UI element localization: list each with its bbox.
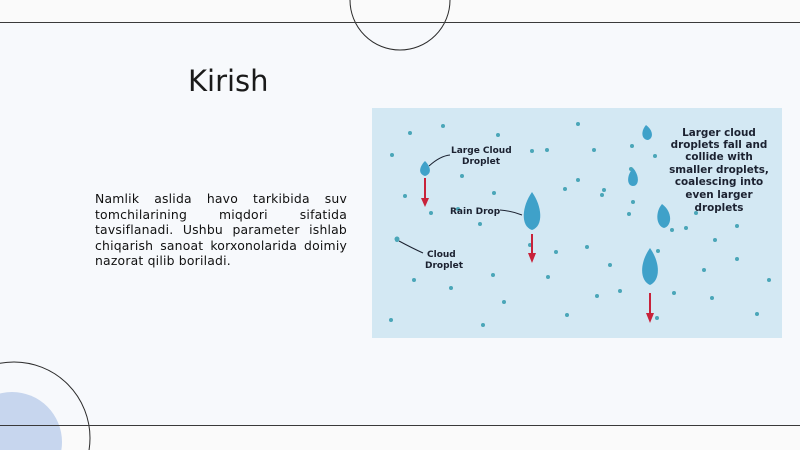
svg-text:Larger cloud: Larger cloud <box>682 127 756 139</box>
slide-title: Kirish <box>188 64 269 98</box>
svg-text:coalescing into: coalescing into <box>674 176 764 188</box>
label-rain-drop: Rain Drop <box>450 207 501 217</box>
top-divider <box>0 22 800 23</box>
bottom-divider <box>0 425 800 426</box>
svg-text:even larger: even larger <box>685 189 753 201</box>
top-circle-outline <box>350 0 450 50</box>
svg-text:droplets: droplets <box>694 202 744 214</box>
slide-body-text: Namlik aslida havo tarkibida suv tomchilarining miqdori sifatida tavsiflanadi. Ushbu parameter ishlab chiqarish sanoat korxonolarida doimiy nazorat qilib boriladi. <box>95 191 347 269</box>
label-large-cloud: Large Cloud <box>451 146 512 156</box>
droplet-diagram <box>372 108 782 338</box>
label-large-cloud-droplet: Droplet <box>462 157 501 167</box>
svg-text:collide with: collide with <box>685 151 753 163</box>
svg-text:droplets fall and: droplets fall and <box>670 139 768 151</box>
bottom-circle-fill <box>0 392 62 450</box>
label-cloud-droplet: Droplet <box>425 261 464 271</box>
svg-text:smaller droplets,: smaller droplets, <box>669 164 769 176</box>
label-cloud: Cloud <box>427 250 456 260</box>
